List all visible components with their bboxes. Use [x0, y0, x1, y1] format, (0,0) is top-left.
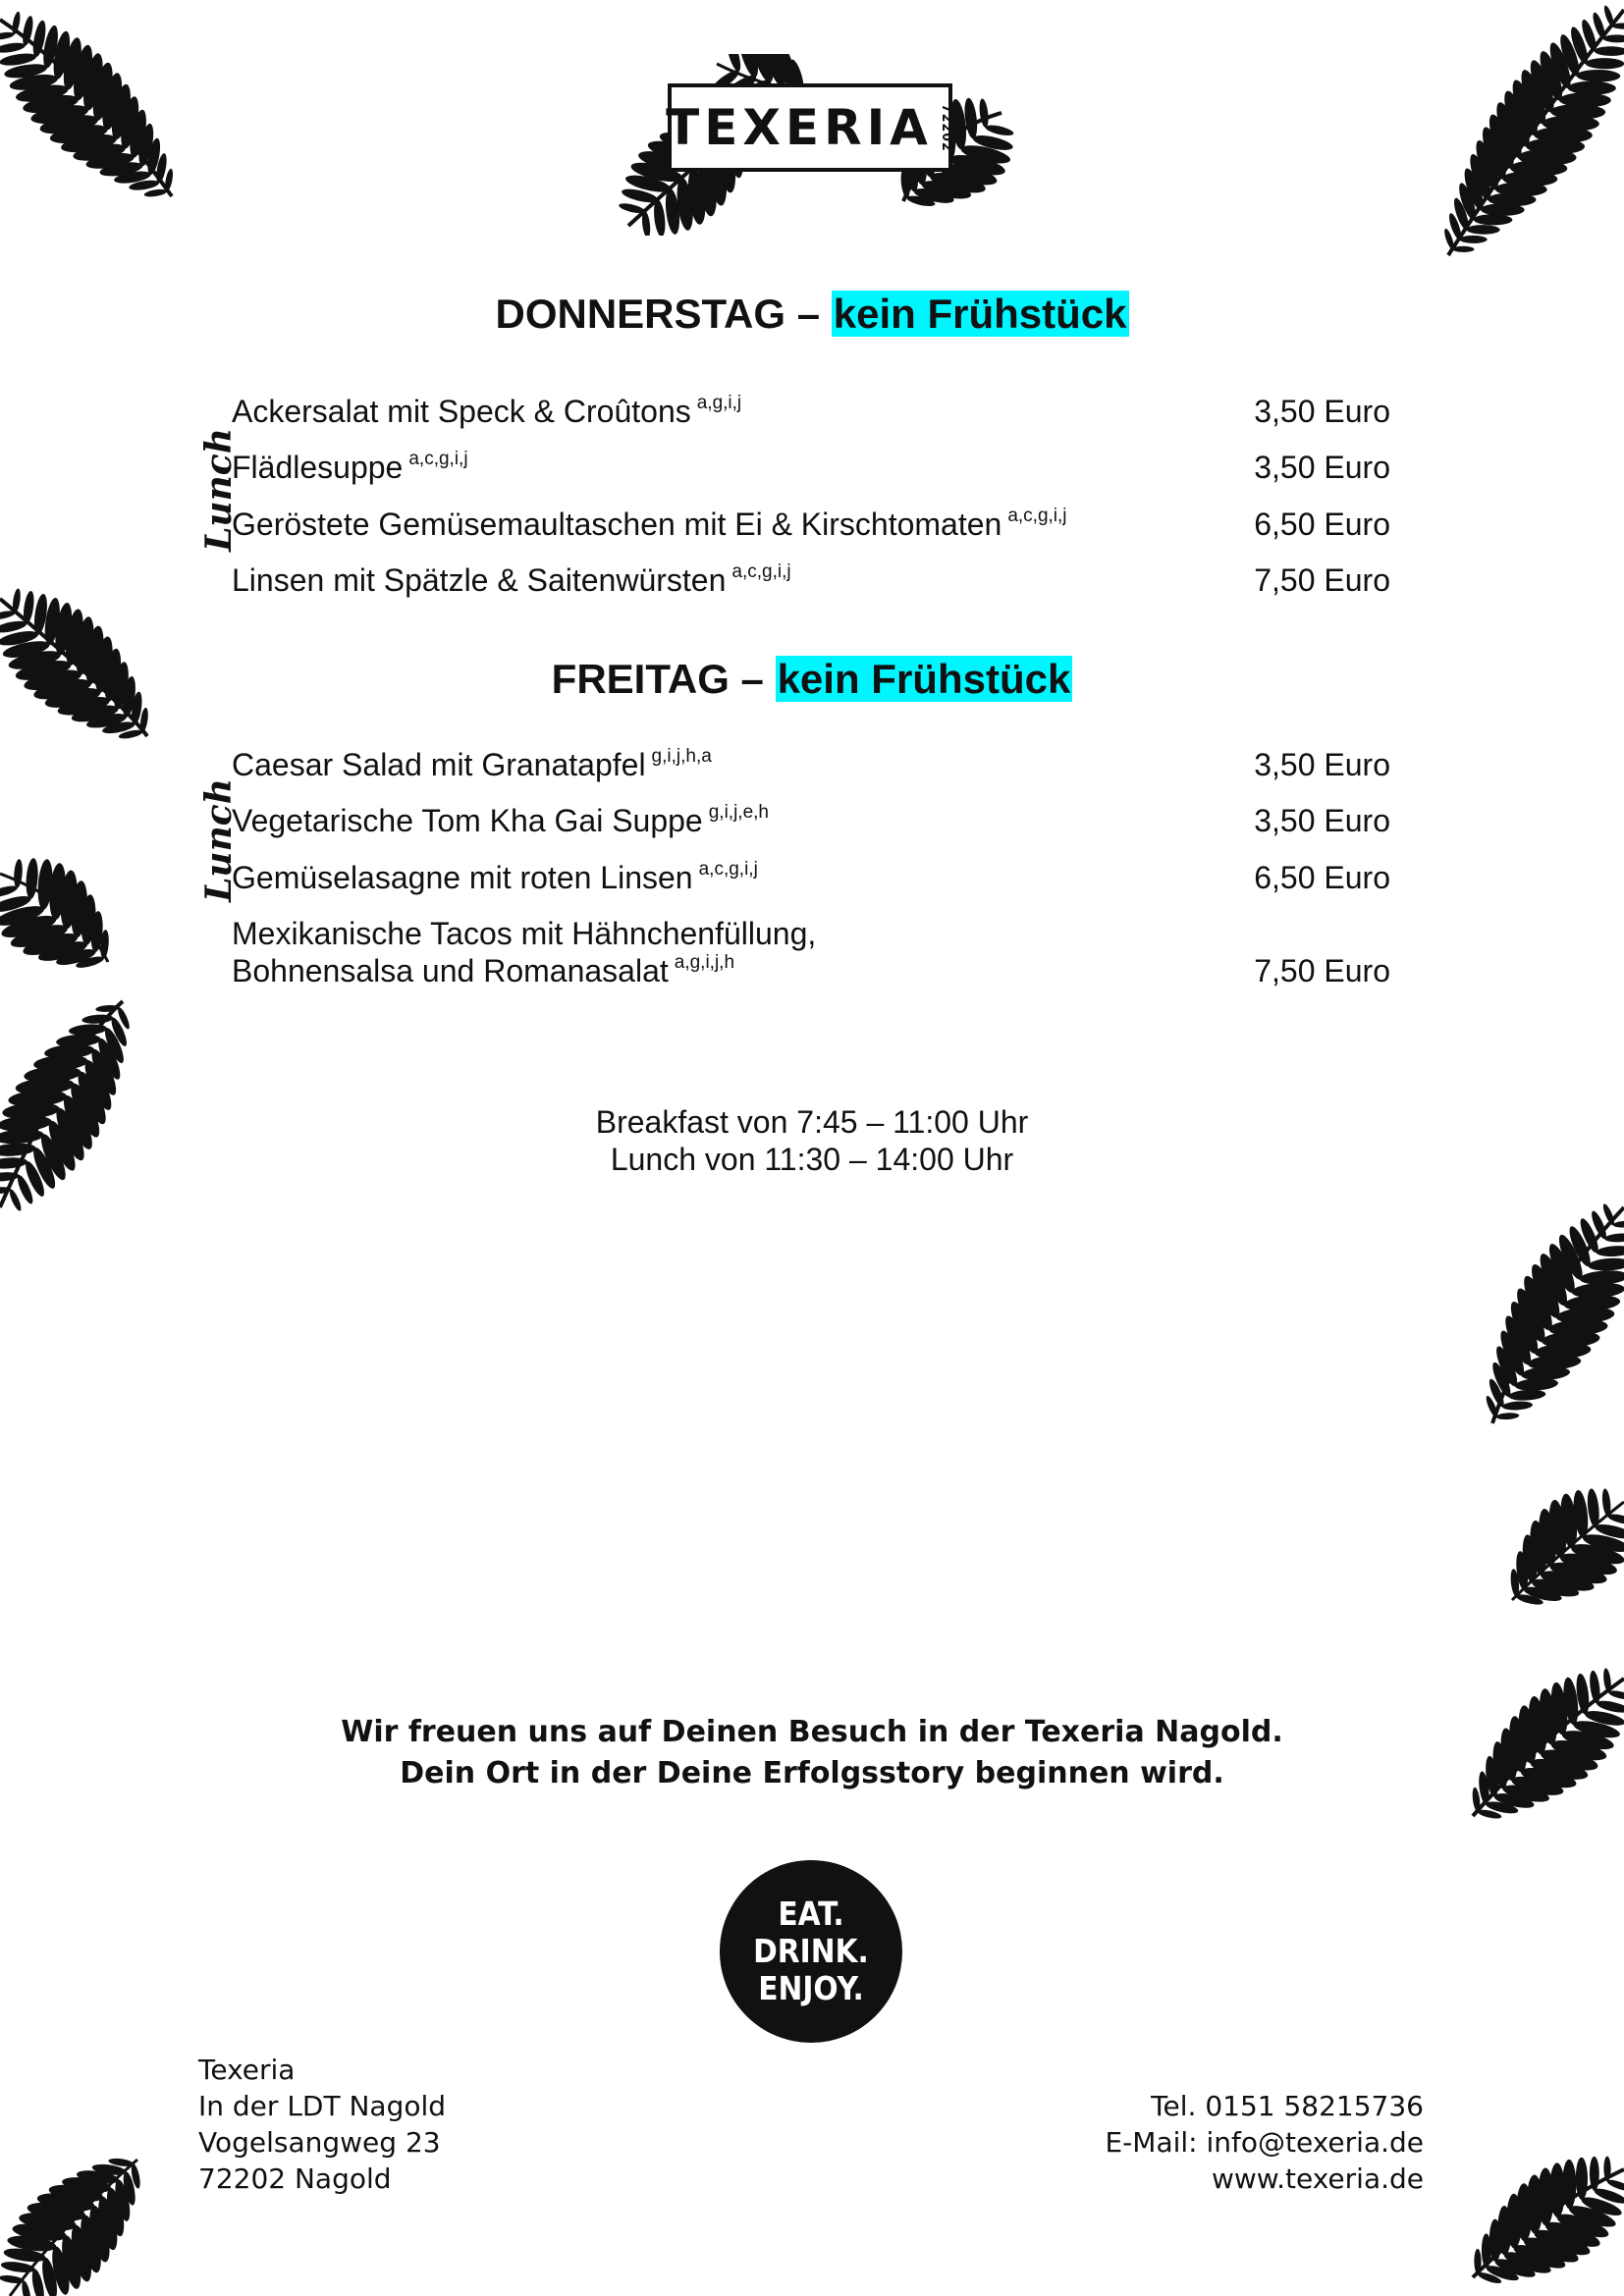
welcome-line-1: Wir freuen uns auf Deinen Besuch in der Texeria Nagold. [341, 1715, 1283, 1749]
texeria-logo [609, 54, 1021, 236]
item-name: Geröstete Gemüsemaultaschen mit Ei & Kirschtomaten [232, 507, 1002, 542]
logo-zip: 72202 [938, 103, 954, 152]
item-name: Caesar Salad mit Granatapfel [232, 747, 646, 782]
item-name: Gemüselasagne mit roten Linsen [232, 860, 693, 895]
fern-top-right-decoration [1429, 0, 1624, 265]
no-breakfast-note: kein Frühstück [833, 291, 1127, 337]
item-name: Flädlesuppe [232, 450, 404, 485]
item-price: 3,50 Euro [1254, 747, 1390, 782]
item-allergens: g,i,j,e,h [708, 802, 769, 823]
item-price: 3,50 Euro [1254, 803, 1390, 838]
contact-block [1105, 2088, 1424, 2197]
item-allergens: a,c,g,i,j [1007, 506, 1067, 526]
lunch-hours: Lunch von 11:30 – 14:00 Uhr [610, 1142, 1014, 1177]
day-title: FREITAG – [551, 656, 776, 702]
badge-line-2: DRINK. [753, 1932, 869, 1970]
item-name: Ackersalat mit Speck & Croûtons [232, 394, 691, 429]
item-allergens: a,c,g,i,j [698, 859, 758, 880]
item-allergens: a,g,i,j,h [674, 952, 735, 973]
address-line-3: Vogelsangweg 23 [198, 2126, 441, 2159]
email-address[interactable]: E-Mail: info@texeria.de [1105, 2126, 1424, 2159]
welcome-line-2: Dein Ort in der Deine Erfolgsstory beginnen wird. [400, 1756, 1224, 1790]
item-allergens: a,g,i,j [696, 393, 742, 413]
lunch-side-label: Lunch [197, 778, 240, 902]
phone-number: Tel. 0151 58215736 [1151, 2090, 1424, 2122]
fern-top-left-decoration [0, 0, 187, 206]
lunch-side-label: Lunch [197, 428, 240, 552]
item-allergens: g,i,j,h,a [651, 746, 712, 767]
welcome-message [0, 1712, 1624, 1794]
item-allergens: a,c,g,i,j [408, 449, 468, 469]
logo-name: TEXERIA [666, 99, 933, 156]
fern-bottom-right-decoration [1463, 2150, 1624, 2296]
item-price: 7,50 Euro [1254, 562, 1390, 598]
item-price: 7,50 Euro [1254, 953, 1390, 988]
address-line-4: 72202 Nagold [198, 2163, 392, 2195]
address-block [198, 2052, 446, 2197]
address-line-2: In der LDT Nagold [198, 2090, 447, 2122]
day-heading-thursday [0, 291, 1624, 338]
item-name-line1: Mexikanische Tacos mit Hähnchenfüllung, [232, 916, 817, 951]
logo-box [668, 83, 952, 172]
badge-line-1: EAT. [778, 1895, 844, 1933]
badge-line-3: ENJOY. [758, 1969, 864, 2007]
item-allergens: a,c,g,i,j [731, 561, 791, 582]
item-price: 6,50 Euro [1254, 860, 1390, 895]
opening-hours [0, 1103, 1624, 1178]
item-name-line2: Bohnensalsa und Romanasalat [232, 953, 669, 988]
menu-item [232, 915, 1390, 993]
website-link[interactable]: www.texeria.de [1211, 2163, 1424, 2195]
fern-bottom-left-decoration [0, 2140, 147, 2296]
item-price: 3,50 Euro [1254, 394, 1390, 429]
item-price: 3,50 Euro [1254, 450, 1390, 485]
breakfast-hours: Breakfast von 7:45 – 11:00 Uhr [595, 1104, 1029, 1140]
no-breakfast-note: kein Frühstück [777, 656, 1071, 702]
item-price: 6,50 Euro [1254, 507, 1390, 542]
day-title: DONNERSTAG – [495, 291, 832, 337]
eat-drink-enjoy-badge [720, 1860, 902, 2043]
item-name: Linsen mit Spätzle & Saitenwürsten [232, 562, 727, 598]
day-heading-friday [0, 656, 1624, 703]
item-name: Vegetarische Tom Kha Gai Suppe [232, 803, 703, 838]
address-line-1: Texeria [198, 2054, 296, 2086]
